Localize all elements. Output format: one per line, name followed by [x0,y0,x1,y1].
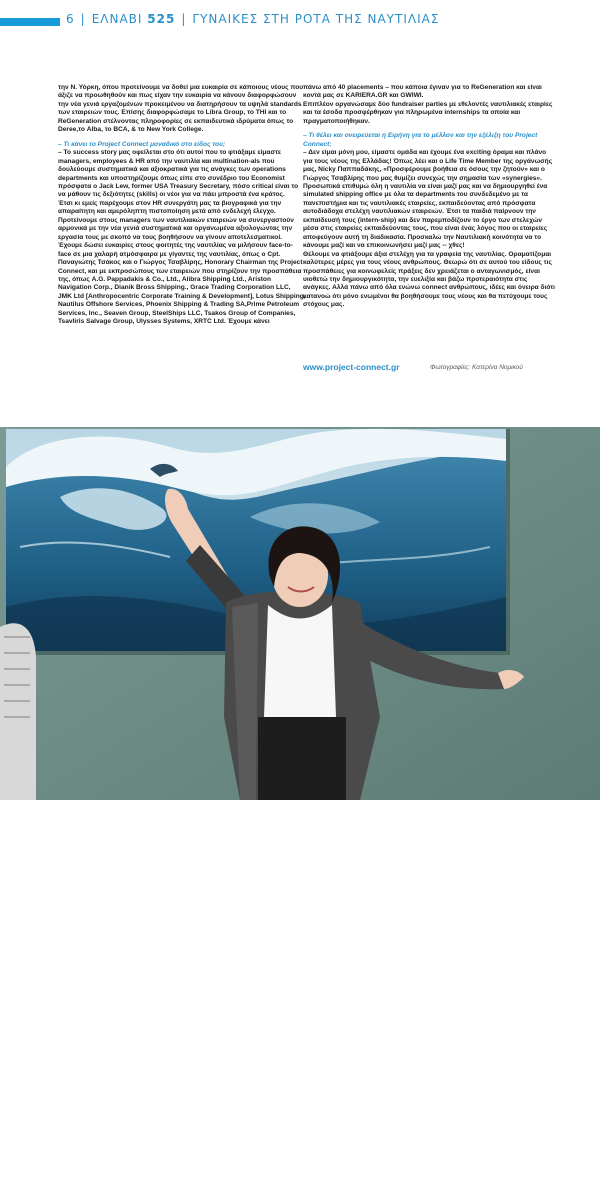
right-text-column [303,84,555,310]
interview-question: – Τι θέλει και ονειρεύεται η Ειρήνη για το μέλλον και την εξέλιξη του Project Connect; [303,132,538,148]
paragraph: την Ν. Υόρκη, όπου προτείνουμε να δοθεί μια ευκαιρία σε κάποιους νέους που άξιζε να προωθηθούν και πως είχαν την ευκαιρία να κάνουν διαφορφώσουν την νέα γενιά εργαζομένων προκειμένου να διατηρήσουν τα υψηλά standards των εταιρειών τους. Επίσης διαφορφώσαμε το Libra Group, το THI και το ReGeneration στέλνοντας πληροφορίες σε εκπαιδευτικά ιδρύματα όπως το Deree,το Alba, το BCA, & το New York College. [58,84,304,134]
photo-credit: Φωτογραφίες: Κατερίνα Νομικού [430,364,523,371]
paragraph: Επιπλέον οργανώσαμε δύο fundraiser parties με εθελοντές ναυτιλιακές εταιρίες και τα έσοδα προσφέρθηκαν για πληρωμένα internships τα οποία και πραγματοποιήθηκαν. [303,100,553,125]
paragraph: – Το success story μας οφείλεται στο ότι αυτοί που το φτιάξαμε είμαστε managers, employees & HR από την ναυτιλία και multination-als που δουλεύουμε συστηματικά και αξιοκρατικά για τις ανάγκες των operations departments και υποστηρίζουμε όπως είπε στο συνέδριο του Economist πρόσφατα ο Jack Lew, former USA Treasury Secretary, πόσο critical είναι το να μάθουν τις δεξιότητες (skills) οι νέοι για να πάει μπροστά ένα κράτος. [58,149,299,199]
section-title: ΓΥΝΑΙΚΕΣ ΣΤΗ ΡΟΤΑ ΤΗΣ ΝΑΥΤΙΛΙΑΣ [192,12,440,26]
interview-question: – Τι κάνει το Project Connect μοναδικό στο είδος του; [58,140,226,148]
wave-painting-photo [0,427,600,800]
page-number: 6 [66,12,75,26]
paragraph: πάνω από 40 placements – που κάποια έγιναν για το ReGeneration και είναι κοντά μας σε KARIERA.GR και GWIWI. [303,84,542,100]
paragraph: Έτσι κι εμείς παρέχουμε στον HR συνεργάτη μας τα βιογραφικά για την απαραίτητη και αμερόληπτη πιστοποίηση μετά από ενδελεχή έλεγχο. Προτείνουμε στους managers των ναυτιλιακών εταιρειών να συνεργαστούν αρμονικά με την νέα γενιά συστηματικά και οργανωμένα αξιολογώντας την εργασία τους με σκοπό να τους βοηθήσουν να γίνουν αποτελεσματικοί. [58,199,294,241]
header-running-title: 6 | ΕΛΝΑΒΙ 525 | ΓΥΝΑΙΚΕΣ ΣΤΗ ΡΟΤΑ ΤΗΣ ΝΑΥΤΙΛΙΑΣ [66,12,440,26]
website-link[interactable]: www.project-connect.gr [303,362,400,372]
header-accent-bar [0,18,60,26]
magazine-name: ΕΛΝΑΒΙ [91,12,143,26]
paragraph: Προσωπικά επιθυμώ όλη η ναυτιλία να είναι μαζί μας και να δημιουργηθεί ένα simulated shipping office με όλα τα departments του συνδεδεμένο με τα πανεπιστήμια και τις ναυτιλιακές εταιρείες, εκπαιδεύοντας από πρόσφατα αυτοδιάδοχα στελέχη ναυτιλιακών εταιρειών. Έτσι τα παιδιά παίρνουν την εκπαίδευσή τους (intern-ship) και δεν παρεμποδίζουν το έργο των στελεχών μέσα στις εταιρείες εκπαιδεύοντας τους, που είναι ένας λόγος που οι εταιρείες αποφεύγουν αυτή τη διαδικασία. Προσκαλώ την Ναυτιλιακή κοινότητα να το κάνουμε μαζί και να επικοινωνήσει μαζί μας -- χθες! [303,182,548,250]
feature-photo [0,427,600,1194]
paragraph: Θέλουμε να φτιάξουμε άξια στελέχη για τα γραφεία της ναυτιλίας. Οραματίζομαι καλύτερες μέρες για τους νέους ανθρώπους. Θεωρώ ότι σε αυτού του είδους τις προσπάθειες για κοινωφελείς πράξεις δεν χρειάζεται ο ανταγωνισμός, είναι υιοθετώ την δημιουργικότητα, την ευελιξία και βάζω προτεραιότητα στις ανάγκες. Αλλά πάνω από όλα ενώνω connect ανθρώπους, ιδέες και όνειρα διότι κατανοώ ότι μόνο ενωμένοι θα βοηθήσουμε τους νέους και θα πετύχουμε τους στόχους μας. [303,250,556,309]
paragraph: Έχουμε δώσει ευκαιρίες στους φοιτητές της ναυτιλίας να μιλήσουν face-to-face σε μια χαλαρή ατμόσφαιρα με γίγαντες της ναυτιλίας, όπως ο Cpt. Παναγιώτης Τσάκος και ο Γιώργος Τσαβλίρης, Honorary Chairman της Project Connect, και με εκπροσώπους των εταιρειών που στηρίζουν την προσπάθεια της, όπως A.G. Pappadakis & Co., Ltd., Alibra Shipping Ltd., Ariston Navigation Corp., Dianik Bross Shipping., Grace Trading Corporation LLC, JMK Ltd [Anthropocentric Corporate Training & Development], Lotus Shipping, Nautilus Offshore Services, Phoenix Shipping & Trading SA,Prime Petroleum Services, Inc., Seaven Group, SteelShips LLC, Tsakos Group of Companies, Tsavliris Salvage Group, Ulysses Systems, XRTC Ltd. Έχουμε κάνει [58,242,306,326]
page-header [0,0,600,44]
issue-number: 525 [147,12,176,26]
left-text-column [58,84,306,327]
paragraph: – Δεν είμαι μόνη μου, είμαστε ομάδα και έχουμε ένα exciting όραμα και πλάνο για τους νέους της Ελλάδας! Όπως λέει και ο Life Time Member της οργάνωσής μας, Nicky Παππαδάκης, «Προσφέρουμε βοήθεια σε όσους την ζητούν» και ο Γιώργος Τσαβλίρης που μας θυμίζει συνεχώς την σημασία των «synergies». [303,149,553,182]
photo-caption: Η ενασχόληση της Ειρήνης με το πετρέλαια την εμπνέει και έχει υιοθετήσει ως moto της το "Riding the waves" [90,1184,510,1194]
